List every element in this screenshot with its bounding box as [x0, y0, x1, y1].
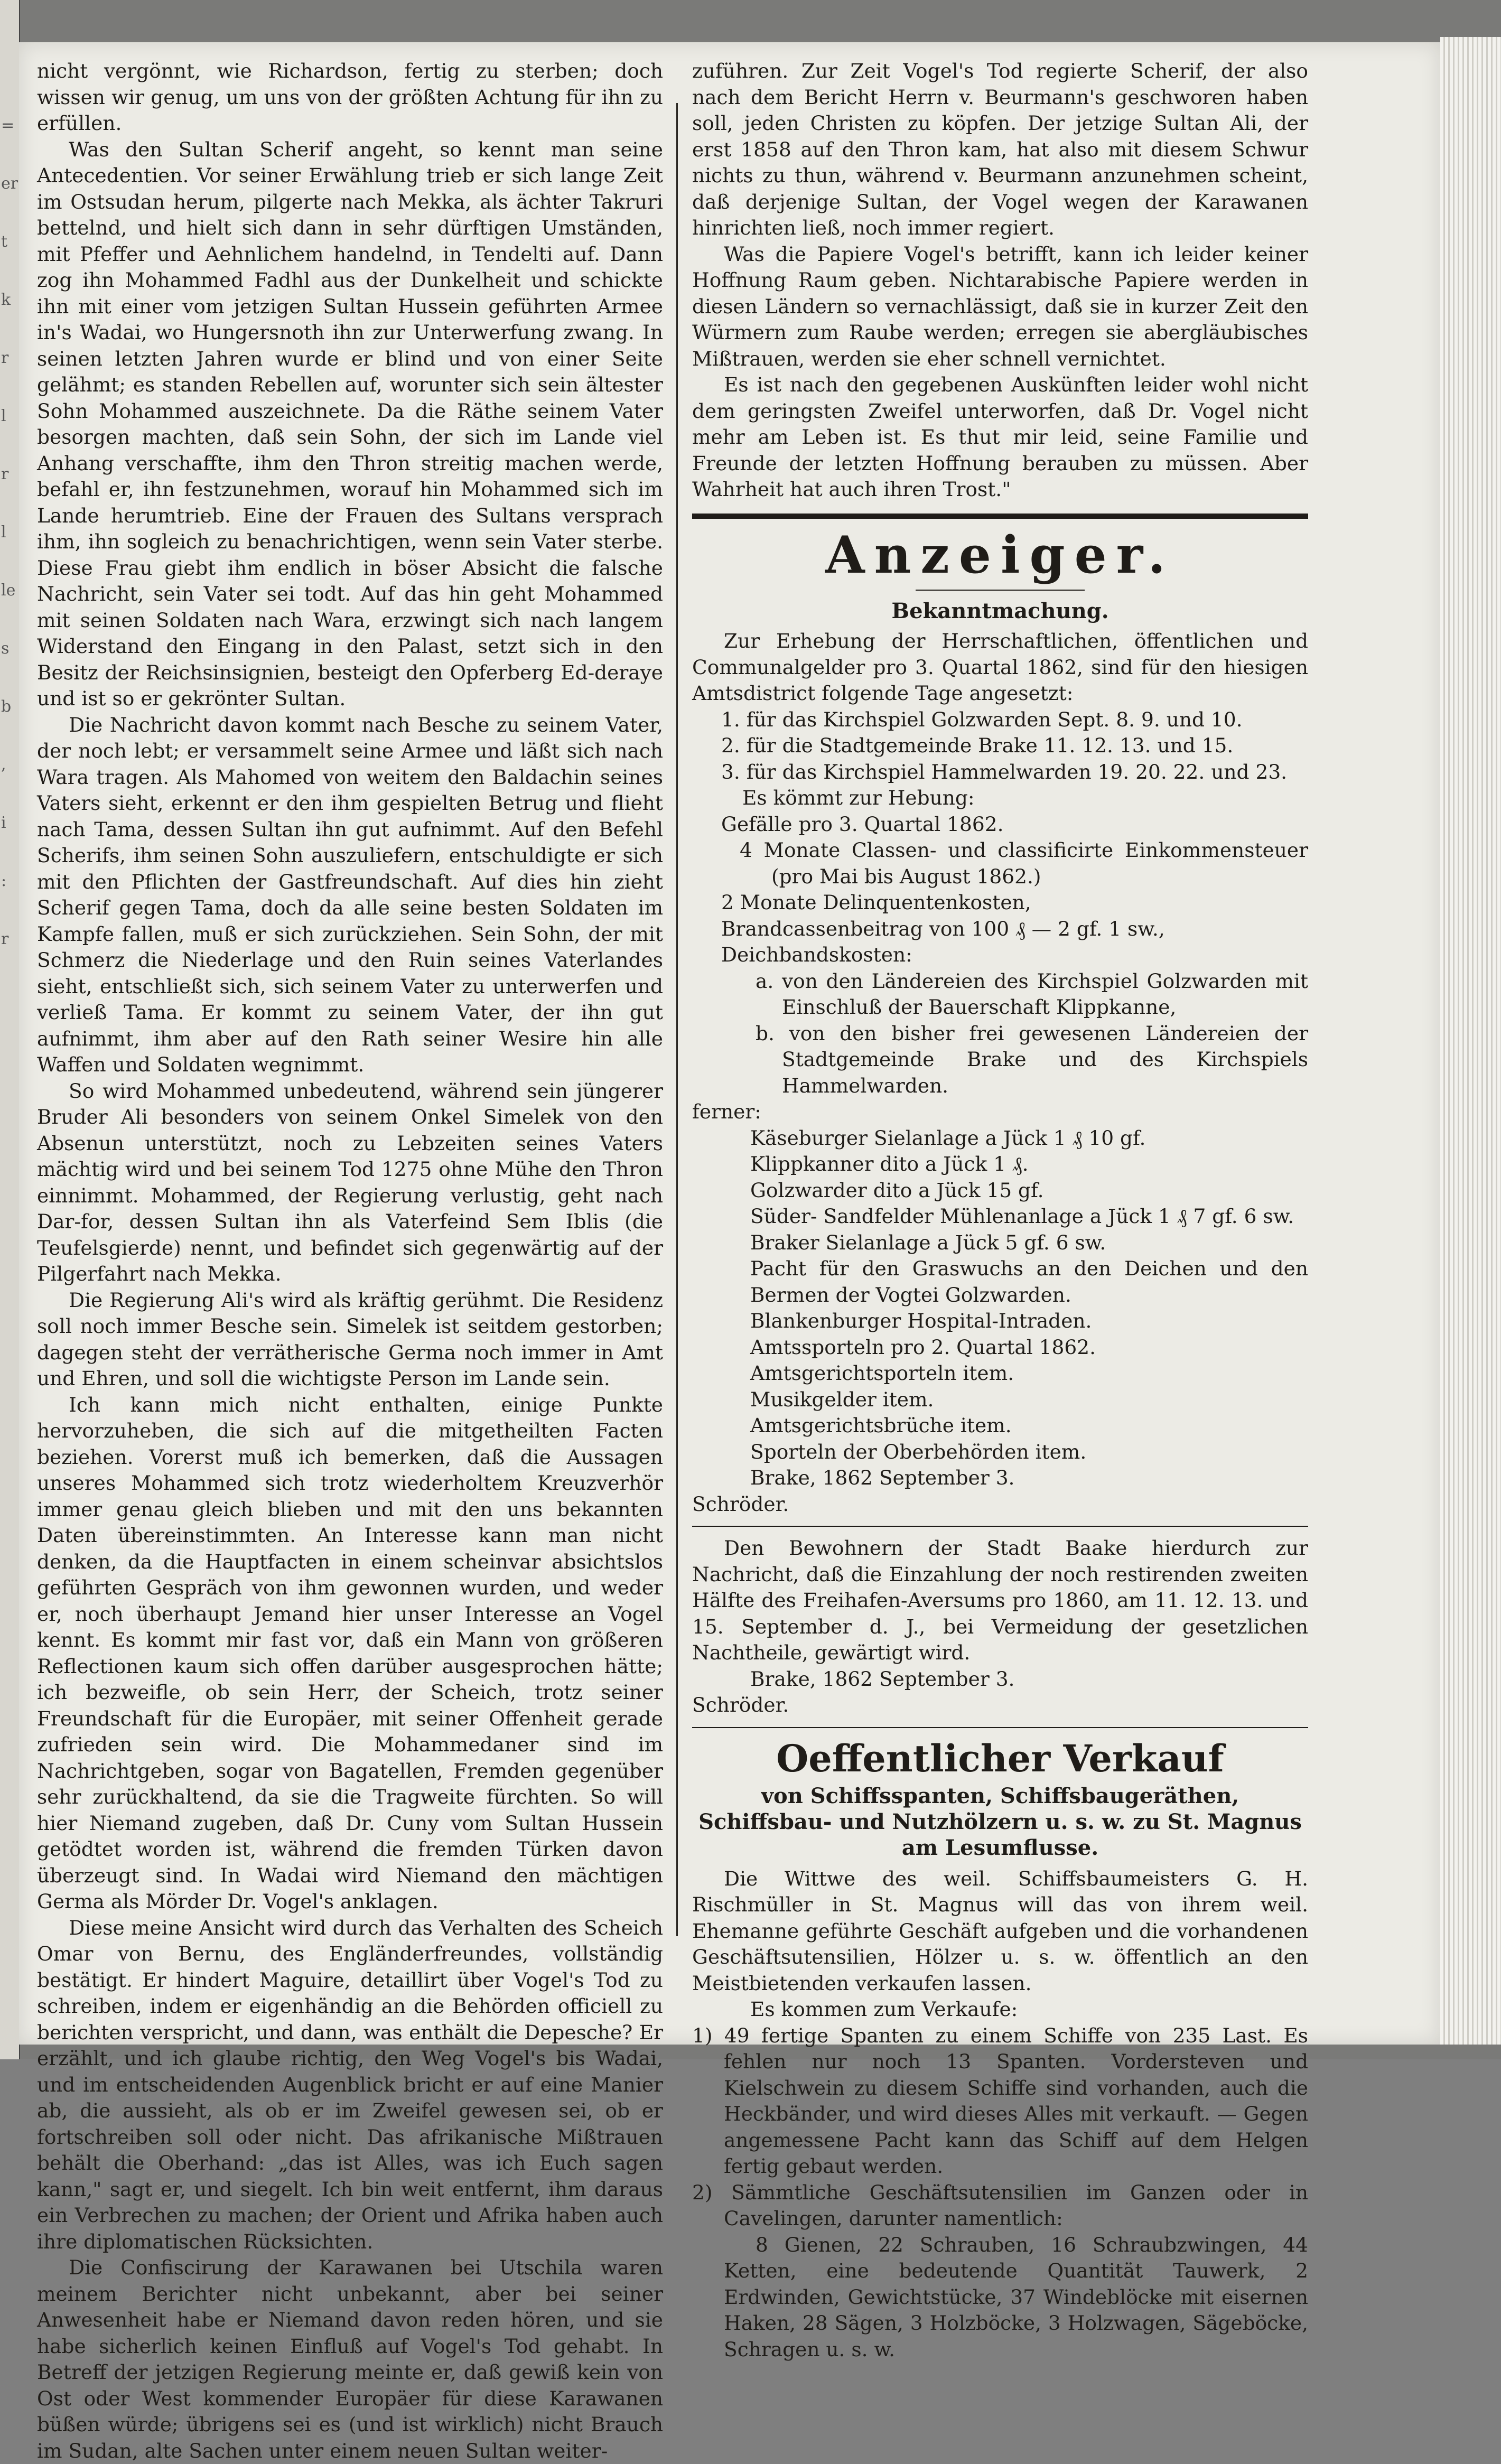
fee-item: Amtssporteln pro 2. Quartal 1862.	[750, 1335, 1096, 1359]
column-divider	[676, 103, 678, 1936]
article-paragraph: Die Regierung Ali's wird als kräftig gerühmt. Die Residenz soll noch immer Besche sein. Simelek ist seitdem gestorben; dagegen steht der verrätherische Germa noch immer in Amt und Ehren, und soll die wichtigste Person im Lande sein.	[37, 1288, 663, 1390]
collection-day: 2. für die Stadtgemeinde Brake 11. 12. 13. und 15.	[721, 734, 1234, 757]
fee-item: Süder- Sandfelder Mühlenanlage a Jück 1 ₰ 7 gf. 6 sw.	[750, 1205, 1294, 1228]
sale-item: 1) 49 fertige Spanten zu einem Schiffe von 235 Last. Es fehlen nur noch 13 Spanten. Vordersteven und Kielschwein zu diesem Schiffe sind vorhanden, auch die Heckbänder, und wird dieses Alles mit verkauft. — Gegen angemessene Pacht kann das Schiff auf dem Helgen fertig gebaut werden.	[692, 2023, 1308, 2178]
section-rule	[692, 514, 1308, 519]
article-paragraph: Was den Sultan Scherif angeht, so kennt man seine Antecedentien. Vor seiner Erwählung trieb er sich lange Zeit im Ostsudan herum, pilgerte nach Mekka, als ächter Takruri bettelnd, und hielt sich dann in sehr dürftigen Umständen, mit Pfeffer und Aehnlichem handelnd, in Tendelti auf. Dann zog ihn Mohammed Fadhl aus der Dunkelheit und schickte ihn mit einer vom jetzigen Sultan Hussein geführten Armee in's Wadai, wo Hungersnoth ihn zur Unterwerfung zwang. In seinen letzten Jahren wurde er blind und von einer Seite gelähmt; es standen Rebellen auf, worunter sich sein ältester Sohn Mohammed auszeichnete. Da die Räthe seinem Vater besorgen machten, daß sein Sohn, der sich im Lande viel Anhang verschaffte, ihm den Thron streitig machen werde, befahl er, ihn festzunehmen, worauf hin Mohammed sich im Lande herumtrieb. Eine der Frauen des Sultans versprach ihm, ihn sogleich zu benachrichtigen, wenn sein Vater sterbe. Diese Frau giebt ihm endlich in böser Absicht die falsche Nachricht, sein Vater sei todt. Auf das hin geht Mohammed mit seinen Soldaten nach Wara, erzwingt sich nach langem Widerstand den Eingang in den Palast, setzt sich in den Besitz der Reichsinsignien, besteigt den Opferberg Ed-deraye und ist so er gekrönter Sultan.	[37, 137, 663, 710]
article-paragraph: nicht vergönnt, wie Richardson, fertig zu sterben; doch wissen wir genug, um uns von der größten Achtung für ihn zu erfüllen.	[37, 59, 663, 135]
fee-item: Golzwarder dito a Jück 15 gf.	[750, 1178, 1044, 1202]
collection-day: 3. für das Kirchspiel Hammelwarden 19. 20. 22. und 23.	[721, 760, 1288, 783]
tax-item: Brandcassenbeitrag von 100 ₰ — 2 gf. 1 sw.,	[721, 917, 1165, 940]
article-paragraph: So wird Mohammed unbedeutend, während sein jüngerer Bruder Ali besonders von seinem Onkel Simelek von den Absenun unterstützt, noch zu Lebzeiten seines Vaters mächtig wird und bei seinem Tod 1275 ohne Mühe den Thron einnimmt. Mohammed, der Regierung verlustig, geht nach Dar-for, dessen Sultan ihn als Vaterfeind Sem Iblis (die Teufelsgierde) nennt, und befindet sich gegenwärtig auf der Pilgerfahrt nach Mekka.	[37, 1079, 663, 1285]
place-date: Brake, 1862 September 3.	[750, 1466, 1015, 1489]
tax-item: 4 Monate Classen- und classificirte Einkommensteuer (pro Mai bis August 1862.)	[740, 838, 1308, 888]
bekanntmachung-title: Bekanntmachung.	[891, 598, 1109, 623]
collection-day: 1. für das Kirchspiel Golzwarden Sept. 8. 9. und 10.	[721, 707, 1243, 731]
article-paragraph: Ich kann mich nicht enthalten, einige Punkte hervorzuheben, die sich auf die mitgetheilten Facten beziehen. Vorerst muß ich bemerken, daß die Aussagen unseres Mohammed sich trotz wiederholtem Kreuzverhör immer genau gleich blieben und mit den uns bekannten Daten übereinstimmten. An Interesse kann man nicht denken, da die Hauptfacten in einem scheinvar absichtslos geführten Gespräch von ihm gewonnen wurden, und weder er, noch überhaupt Jemand hier unser Interesse an Vogel kennt. Es kommt mir fast vor, daß ein Mann von größeren Reflectionen kaum sich offen darüber ausgesprochen hätte; ich bezweifle, ob sein Herr, der Scheich, trotz seiner Freundschaft für die Europäer, mit seiner Offenheit gerade zufrieden sein wird. Die Mohammedaner sind im Nachrichtgeben, sogar von Bagatellen, Fremden gegenüber sehr zurückhaltend, da sie die Tragweite fürchten. So will hier Niemand zugeben, daß Dr. Cuny vom Sultan Hussein getödtet worden ist, während die fremden Türken davon überzeugt sind. In Wadai wird Niemand den mächtigen Germa als Mörder Dr. Vogel's anklagen.	[37, 1393, 663, 1913]
fee-item: Pacht für den Graswuchs an den Deichen und den Bermen der Vogtei Golzwarden.	[750, 1257, 1308, 1306]
tax-item: Deichbandskosten:	[721, 943, 912, 966]
article-paragraph: Was die Papiere Vogel's betrifft, kann ich leider keiner Hoffnung Raum geben. Nichtarabische Papiere werden in diesen Ländern so vernachlässigt, daß sie in kurzer Zeit den Würmern zum Raube werden; erregen sie abergläubisches Mißtrauen, werden sie eher schnell vernichtet.	[692, 242, 1308, 370]
signature: Schröder.	[692, 1492, 789, 1516]
signature: Schröder.	[692, 1693, 789, 1716]
article-paragraph: Es ist nach den gegebenen Auskünften leider wohl nicht dem geringsten Zweifel unterworfen, daß Dr. Vogel nicht mehr am Leben ist. Es thut mir leid, seine Familie und Freunde der letzten Hoffnung berauben zu müssen. Aber Wahrheit hat auch ihren Trost."	[692, 373, 1308, 501]
margin-fragment: l	[1, 407, 6, 425]
article-paragraph: zuführen. Zur Zeit Vogel's Tod regierte Scherif, der also nach dem Bericht Herrn v. Beurmann's geschworen haben soll, jeden Christen zu köpfen. Der jetzige Sultan Ali, der erst 1858 auf den Thron kam, hat also mit diesem Schwur nichts zu thun, während v. Beurmann anzunehmen scheint, daß derjenige Sultan, der Vogel wegen der Karawanen hinrichten ließ, noch immer regiert.	[692, 59, 1308, 239]
sale-list: 8 Gienen, 22 Schrauben, 16 Schraubzwingen, 44 Ketten, eine bedeutende Quantität Tauwerk, 2 Erdwinden, Gewichtstücke, 37 Windeblöcke mit eisernen Haken, 28 Sägen, 3 Holzböcke, 3 Holzwagen, Sägeböcke, Schragen u. s. w.	[724, 2233, 1308, 2361]
verkauf-subtitle: von Schiffsspanten, Schiffsbaugeräthen, Schiffsbau- und Nutzhölzern u. s. w. zu St. Magnus am Lesumflusse.	[698, 1783, 1302, 1860]
column-right	[692, 58, 1308, 2363]
margin-fragment: l	[1, 523, 6, 542]
page-stack-edge	[1440, 37, 1501, 2045]
article-paragraph: Die Nachricht davon kommt nach Besche zu seinem Vater, der noch lebt; er versammelt seine Armee und läßt sich nach Wara tragen. Als Mahomed von weitem den Baldachin seines Vaters sieht, erkennt er den ihm gespielten Betrug und flieht nach Tama, dessen Sultan ihn gut aufnimmt. Auf den Befehl Scherifs, ihm seinen Sohn auszuliefern, entschuldigte er sich mit den Pflichten der Gastfreundschaft. Auf dies hin zieht Scherif gegen Tama, doch da alle seine besten Soldaten im Kampfe fallen, muß er sich zurückziehen. Sein Sohn, der mit Schmerz die Niederlage und den Ruin seines Vaterlandes sieht, entschließt sich, sich seinem Vater zu unterwerfen und verließ Tama. Er kommt zu seinem Vater, der ihn gut aufnimmt, ihm aber auf den Rath seiner Wesire hin alle Waffen und Soldaten wegnimmt.	[37, 713, 663, 1076]
margin-fragment: i	[1, 814, 6, 832]
article-paragraph: Diese meine Ansicht wird durch das Verhalten des Scheich Omar von Bernu, des Engländerfreundes, vollständig bestätigt. Er hindert Maguire, detaillirt über Vogel's Tod zu schreiben, indem er eigenhändig an die Behörden officiell zu berichten verspricht, und dann, was enthält die Depesche? Er erzählt, und ich glaube richtig, den Weg Vogel's bis Wadai, und im entscheidenden Augenblick bricht er auf eine Manier ab, die aussieht, als ob er im Zweifel gewesen sei, ob er fortschreiben soll oder nicht. Das afrikanische Mißtrauen behält die Oberhand: „das ist Alles, was ich Euch sagen kann," sagt er, und siegelt. Ich bin weit entfernt, ihm daraus ein Verbrechen zu machen; der Orient und Afrika haben auch ihre diplomatischen Rücksichten.	[37, 1916, 663, 2253]
notice-line: ferner:	[692, 1100, 761, 1123]
verkauf-intro: Die Wittwe des weil. Schiffsbaumeisters G. H. Rischmüller in St. Magnus will das von ihrem weil. Ehemanne geführte Geschäft aufgeben und die vorhandenen Geschäftsutensilien, Hölzer u. s. w. öffentlich an den Meistbietenden verkaufen lassen.	[692, 1866, 1308, 1995]
margin-fragment: t	[1, 232, 8, 251]
margin-fragment: =	[1, 116, 15, 135]
notice-rule	[692, 1526, 1308, 1527]
margin-fragment: r	[1, 349, 9, 367]
margin-fragment: ,	[1, 755, 6, 774]
fee-item: Musikgelder item.	[750, 1387, 934, 1411]
notice-text: Den Bewohnern der Stadt Baake hierdurch zur Nachricht, daß die Einzahlung der noch restirenden zweiten Hälfte des Freihafen-Aversums pro 1860, am 11. 12. 13. und 15. September d. J., bei Vermeidung der gesetzlichen Nachtheile, gewärtigt wird.	[692, 1536, 1308, 1664]
fee-item: Klippkanner dito a Jück 1 ₰.	[750, 1152, 1029, 1175]
verkauf-title: Oeffentlicher Verkauf	[776, 1736, 1224, 1780]
tax-item: 2 Monate Delinquentenkosten,	[721, 891, 1031, 914]
anzeiger-heading: Anzeiger.	[825, 525, 1175, 585]
margin-fragment: :	[1, 872, 7, 890]
notice-rule	[692, 1727, 1308, 1728]
notice-line: Es kommen zum Verkaufe:	[750, 1998, 1018, 2021]
margin-fragment: s	[1, 639, 10, 658]
fee-item: Amtsgerichtsbrüche item.	[750, 1414, 1012, 1437]
fee-item: Sporteln der Oberbehörden item.	[750, 1440, 1087, 1463]
dike-item: b. von den bisher frei gewesenen Ländereien der Stadtgemeinde Brake und des Kirchspiels Hammelwarden.	[756, 1021, 1308, 1097]
fee-item: Käseburger Sielanlage a Jück 1 ₰ 10 gf.	[750, 1126, 1146, 1150]
notice-intro: Zur Erhebung der Herrschaftlichen, öffentlichen und Communalgelder pro 3. Quartal 1862, sind für den hiesigen Amtsdistrict folgende Tage angesetzt:	[692, 629, 1308, 705]
margin-fragment: k	[1, 291, 11, 309]
fee-item: Blankenburger Hospital-Intraden.	[750, 1309, 1092, 1332]
fee-item: Amtsgerichtsporteln item.	[750, 1361, 1014, 1385]
margin-fragment: er	[1, 174, 18, 193]
column-left	[37, 58, 663, 2464]
dike-item: a. von den Ländereien des Kirchspiel Golzwarden mit Einschluß der Bauerschaft Klippkanne,	[756, 969, 1308, 1019]
fee-item: Braker Sielanlage a Jück 5 gf. 6 sw.	[750, 1230, 1106, 1254]
sale-item: 2) Sämmtliche Geschäftsutensilien im Ganzen oder in Cavelingen, darunter namentlich:	[692, 2180, 1308, 2230]
margin-fragment: r	[1, 465, 9, 483]
left-page-margin	[0, 0, 20, 2059]
heading-rule	[916, 590, 1085, 591]
margin-fragment: le	[1, 581, 16, 600]
place-date: Brake, 1862 September 3.	[750, 1667, 1015, 1691]
tax-item: Gefälle pro 3. Quartal 1862.	[721, 812, 1004, 836]
margin-fragment: r	[1, 930, 9, 948]
article-paragraph: Die Confiscirung der Karawanen bei Utschila waren meinem Berichter nicht unbekannt, aber bei seiner Anwesenheit habe er Niemand davon reden hören, und sie habe sicherlich keinen Einfluß auf Vogel's Tod gehabt. In Betreff der jetzigen Regierung meinte er, daß gewiß kein von Ost oder West kommender Europäer für diese Karawanen büßen würde; übrigens sei es (und ist wirklich) nicht Brauch im Sudan, alte Sachen unter einem neuen Sultan weiter-	[37, 2256, 663, 2462]
margin-fragment: b	[1, 697, 12, 716]
notice-line: Es kömmt zur Hebung:	[742, 786, 975, 809]
